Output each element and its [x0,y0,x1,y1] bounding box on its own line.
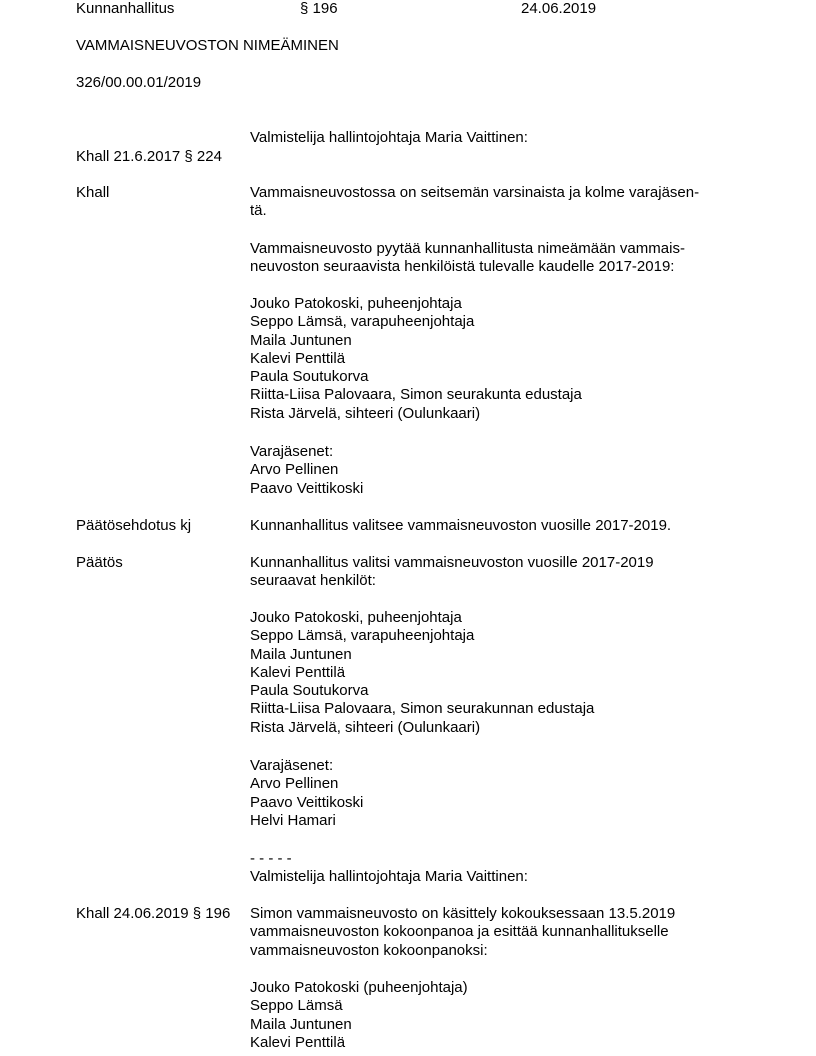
khall-label: Khall [76,184,110,201]
text-line: Kunnanhallitus valitsi vammaisneuvoston vuosille 2017-2019 [250,554,654,571]
list-item: Paula Soutukorva [250,682,369,700]
meeting-reference-2017: Khall 21.6.2017 § 224 [76,148,222,165]
record-id: 326/00.00.01/2019 [76,74,202,91]
list-item: Paavo Veittikoski [250,793,364,811]
list-item: Jouko Patokoski, puheenjohtaja [250,295,462,312]
list-item: Jouko Patokoski, puheenjohtaja [250,609,462,626]
decision-text [250,554,654,591]
document-title: VAMMAISNEUVOSTON NIMEÄMINEN [76,37,339,54]
header-body: Kunnanhallitus [76,0,175,17]
text-line: vammaisneuvoston kokoonpanoa ja esittää kunnanhallitukselle [250,923,669,941]
list-item: Jouko Patokoski (puheenjohtaja) [250,979,468,996]
khall2019-text [250,905,675,960]
list-item: Maila Juntunen [250,645,352,663]
decision-label: Päätös [76,554,123,571]
text-line: vammaisneuvoston kokoonpanoksi: [250,941,488,959]
proposal-label: Päätösehdotus kj [76,517,192,534]
deputies-heading: Varajäsenet: [250,757,334,774]
list-item: Seppo Lämsä [250,997,343,1015]
list-item: Seppo Lämsä, varapuheenjohtaja [250,627,475,645]
list-item: Maila Juntunen [250,331,352,349]
list-item: Riitta-Liisa Palovaara, Simon seurakunta edustaja [250,386,582,404]
meeting-reference-2019: Khall 24.06.2019 § 196 [76,905,231,922]
text-line: Vammaisneuvostossa on seitsemän varsinaista ja kolme varajäsen- [250,184,700,201]
preparer-line-1: Valmistelija hallintojohtaja Maria Vaittinen: [250,129,528,146]
list-item: Arvo Pellinen [250,775,339,793]
header-date: 24.06.2019 [521,0,597,17]
separator: - - - - - [250,850,292,867]
text-line: seuraavat henkilöt: [250,572,376,590]
khall2019-member-list [250,979,468,1052]
preparer-line-2: Valmistelija hallintojohtaja Maria Vaittinen: [250,868,528,885]
list-item: Kalevi Penttilä [250,349,346,367]
list-item: Riitta-Liisa Palovaara, Simon seurakunnan edustaja [250,700,595,718]
khall-paragraph-1 [250,184,699,221]
text-line: Vammaisneuvosto pyytää kunnanhallitusta nimeämään vammais- [250,240,685,257]
decision-deputy-list [250,757,363,830]
list-item: Helvi Hamari [250,811,336,829]
list-item: Kalevi Penttilä [250,663,346,681]
khall-paragraph-2 [250,240,685,277]
list-item: Paula Soutukorva [250,368,369,386]
khall-member-list [250,295,582,423]
list-item: Seppo Lämsä, varapuheenjohtaja [250,313,475,331]
decision-member-list [250,609,594,737]
text-line: Simon vammaisneuvosto on käsittely kokouksessaan 13.5.2019 [250,905,676,922]
header-section: § 196 [300,0,338,17]
list-item: Arvo Pellinen [250,461,339,479]
deputies-heading: Varajäsenet: [250,443,334,460]
text-line: neuvoston seuraavista henkilöistä tulevalle kaudelle 2017-2019: [250,258,675,276]
list-item: Maila Juntunen [250,1015,352,1033]
proposal-text: Kunnanhallitus valitsee vammaisneuvoston vuosille 2017-2019. [250,517,672,534]
list-item: Rista Järvelä, sihteeri (Oulunkaari) [250,718,481,736]
list-item: Kalevi Penttilä [250,1033,346,1051]
khall-deputy-list [250,443,363,498]
list-item: Paavo Veittikoski [250,479,364,497]
list-item: Rista Järvelä, sihteeri (Oulunkaari) [250,404,481,422]
text-line: tä. [250,202,267,220]
